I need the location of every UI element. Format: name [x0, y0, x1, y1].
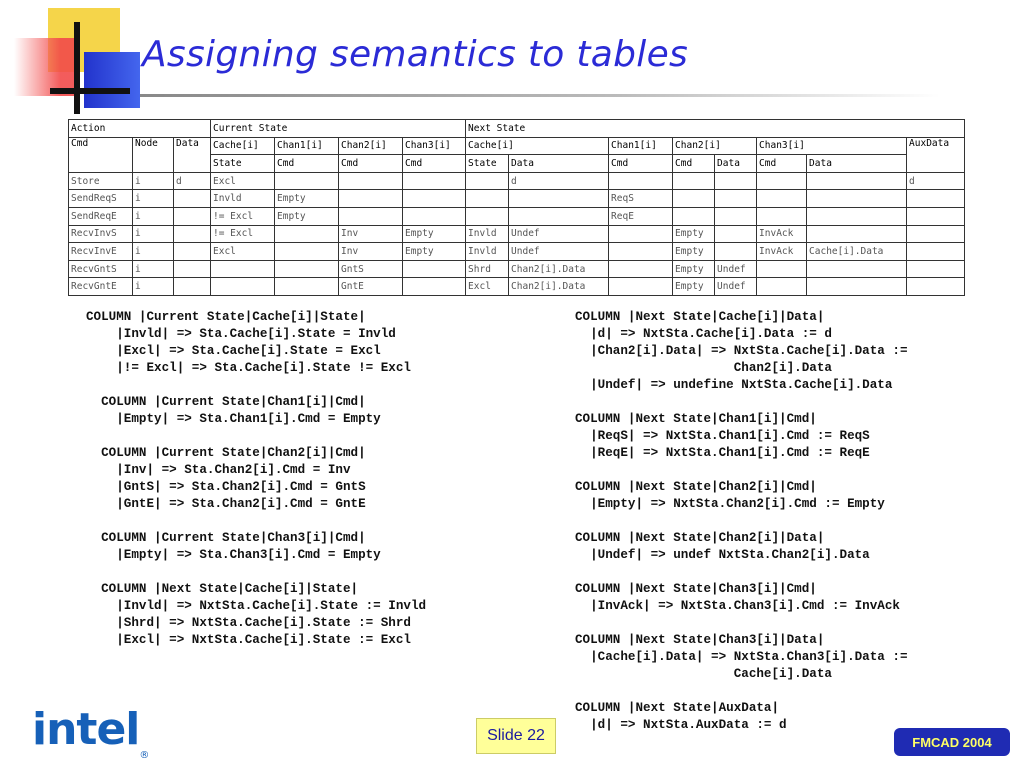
code-line [86, 428, 426, 445]
header-cell: Node [133, 137, 174, 172]
table-cell [339, 172, 403, 190]
table-cell: i [133, 207, 174, 225]
code-line: COLUMN |Next State|Chan1[i]|Cmd| [575, 412, 817, 426]
table-cell: RecvGntS [69, 260, 133, 278]
table-cell [807, 190, 907, 208]
table-cell [609, 243, 673, 261]
table-cell [466, 172, 509, 190]
table-cell [907, 278, 965, 296]
table-cell [757, 278, 807, 296]
table-cell: Invld [211, 190, 275, 208]
slide-number: Slide 22 [476, 718, 556, 754]
code-line: |!= Excl| => Sta.Cache[i].State != Excl [86, 361, 411, 375]
table-cell: GntS [339, 260, 403, 278]
table-cell [715, 225, 757, 243]
header-cell: Cache[i] [211, 137, 275, 155]
table-cell: d [509, 172, 609, 190]
code-line: COLUMN |Next State|AuxData| [575, 701, 780, 715]
table-row [69, 190, 965, 208]
table-header-row [69, 137, 965, 155]
header-cell: Cmd [757, 155, 807, 173]
table-cell [174, 278, 211, 296]
header-cell: Chan3[i] [757, 137, 907, 155]
table-cell [757, 172, 807, 190]
table-cell [174, 207, 211, 225]
table-cell: Excl [211, 172, 275, 190]
code-line [575, 513, 908, 530]
table-cell: d [907, 172, 965, 190]
table-cell [673, 172, 715, 190]
code-line: COLUMN |Current State|Chan3[i]|Cmd| [86, 531, 366, 545]
table-cell: SendReqE [69, 207, 133, 225]
table-header-row [69, 120, 965, 138]
code-line: |Empty| => Sta.Chan3[i].Cmd = Empty [86, 548, 381, 562]
code-line: |Invld| => NxtSta.Cache[i].State := Invld [86, 599, 427, 613]
header-cell: Data [174, 137, 211, 172]
table-cell: Inv [339, 243, 403, 261]
code-line: COLUMN |Next State|Chan3[i]|Cmd| [575, 582, 817, 596]
table-cell [907, 260, 965, 278]
table-cell: i [133, 260, 174, 278]
table-cell [275, 243, 339, 261]
code-line [86, 377, 426, 394]
table-cell [673, 207, 715, 225]
header-cell: Cmd [339, 155, 403, 173]
table-cell [907, 243, 965, 261]
table-cell [275, 278, 339, 296]
table-cell [403, 278, 466, 296]
header-cell: Cmd [673, 155, 715, 173]
code-line: Chan2[i].Data [575, 361, 832, 375]
table-cell [403, 190, 466, 208]
code-line: COLUMN |Next State|Chan3[i]|Data| [575, 633, 825, 647]
table-cell: Shrd [466, 260, 509, 278]
code-line [575, 615, 908, 632]
code-line: |Empty| => Sta.Chan1[i].Cmd = Empty [86, 412, 381, 426]
table-cell [757, 190, 807, 208]
code-line: |Undef| => undef NxtSta.Chan2[i].Data [575, 548, 870, 562]
conference-badge: FMCAD 2004 [894, 728, 1010, 756]
table-cell: i [133, 278, 174, 296]
table-cell: Empty [403, 243, 466, 261]
code-line: |d| => NxtSta.Cache[i].Data := d [575, 327, 832, 341]
code-line: COLUMN |Current State|Chan2[i]|Cmd| [86, 446, 366, 460]
code-line: |Inv| => Sta.Chan2[i].Cmd = Inv [86, 463, 351, 477]
table-cell: RecvInvE [69, 243, 133, 261]
code-line: |Cache[i].Data| => NxtSta.Chan3[i].Data := [575, 650, 908, 664]
table-row [69, 172, 965, 190]
table-cell: != Excl [211, 207, 275, 225]
table-cell: Store [69, 172, 133, 190]
table-cell [609, 225, 673, 243]
table-cell: Chan2[i].Data [509, 278, 609, 296]
header-cell: Data [715, 155, 757, 173]
header-cell: Chan2[i] [673, 137, 757, 155]
header-cell: Cmd [609, 155, 673, 173]
table-cell: Empty [673, 243, 715, 261]
code-line: |ReqE| => NxtSta.Chan1[i].Cmd := ReqE [575, 446, 870, 460]
table-cell [907, 190, 965, 208]
table-cell [807, 225, 907, 243]
code-line: |GntS| => Sta.Chan2[i].Cmd = GntS [86, 480, 366, 494]
table-cell: Undef [715, 260, 757, 278]
table-cell [673, 190, 715, 208]
table-cell: GntE [339, 278, 403, 296]
table-cell [509, 207, 609, 225]
code-line [575, 683, 908, 700]
header-cell: AuxData [907, 137, 965, 172]
code-line: COLUMN |Next State|Cache[i]|Data| [575, 310, 825, 324]
table-row [69, 260, 965, 278]
table-cell: InvAck [757, 225, 807, 243]
table-cell: Excl [211, 243, 275, 261]
table-cell [174, 225, 211, 243]
table-cell [609, 172, 673, 190]
table-cell [715, 190, 757, 208]
table-cell [174, 243, 211, 261]
table-cell: Invld [466, 225, 509, 243]
table-cell: i [133, 172, 174, 190]
code-line: |Chan2[i].Data| => NxtSta.Cache[i].Data := [575, 344, 908, 358]
table-cell [609, 278, 673, 296]
table-cell [466, 207, 509, 225]
table-cell: Chan2[i].Data [509, 260, 609, 278]
code-line: |Excl| => NxtSta.Cache[i].State := Excl [86, 633, 411, 647]
header-cell: State [211, 155, 275, 173]
table-cell: Undef [509, 225, 609, 243]
table-cell: Undef [715, 278, 757, 296]
table-cell [907, 207, 965, 225]
table-cell [174, 190, 211, 208]
table-cell [403, 207, 466, 225]
semantics-table [68, 119, 965, 296]
table-cell: Undef [509, 243, 609, 261]
decor-vertical-bar [74, 22, 80, 114]
table-cell [275, 260, 339, 278]
table-cell: SendReqS [69, 190, 133, 208]
table-cell: Cache[i].Data [807, 243, 907, 261]
table-cell [609, 260, 673, 278]
code-line: COLUMN |Next State|Chan2[i]|Data| [575, 531, 825, 545]
decor-blue-square [84, 52, 140, 108]
slide-title: Assigning semantics to tables [142, 34, 689, 75]
code-line: |GntE| => Sta.Chan2[i].Cmd = GntE [86, 497, 366, 511]
code-line [86, 564, 426, 581]
header-cell: Chan1[i] [609, 137, 673, 155]
code-line: |ReqS| => NxtSta.Chan1[i].Cmd := ReqS [575, 429, 870, 443]
header-cell: Cache[i] [466, 137, 609, 155]
table-cell [807, 207, 907, 225]
title-underline [140, 94, 940, 97]
table-cell: ReqS [609, 190, 673, 208]
code-line: COLUMN |Current State|Cache[i]|State| [86, 310, 366, 324]
code-block-right [575, 309, 908, 734]
header-cell: Cmd [275, 155, 339, 173]
table-cell: Excl [466, 278, 509, 296]
table-cell [339, 207, 403, 225]
table-cell [715, 207, 757, 225]
header-cell: Chan3[i] [403, 137, 466, 155]
table-cell [275, 172, 339, 190]
table-cell: ReqE [609, 207, 673, 225]
code-line: |Undef| => undefine NxtSta.Cache[i].Data [575, 378, 893, 392]
table-cell [715, 243, 757, 261]
code-line [575, 394, 908, 411]
decor-horizontal-bar [50, 88, 130, 94]
header-cell: Cmd [69, 137, 133, 172]
table-cell: Empty [673, 225, 715, 243]
code-line: |Invld| => Sta.Cache[i].State = Invld [86, 327, 396, 341]
table-row [69, 243, 965, 261]
table-cell [807, 260, 907, 278]
code-line: COLUMN |Current State|Chan1[i]|Cmd| [86, 395, 366, 409]
intel-logo [32, 704, 149, 761]
table-cell: Empty [673, 260, 715, 278]
table-cell [907, 225, 965, 243]
table-cell [807, 278, 907, 296]
table-row [69, 207, 965, 225]
code-line: COLUMN |Next State|Chan2[i]|Cmd| [575, 480, 817, 494]
header-cell: State [466, 155, 509, 173]
table-cell: Inv [339, 225, 403, 243]
table-cell [211, 260, 275, 278]
table-cell [757, 260, 807, 278]
header-cell: Current State [211, 120, 466, 138]
table-cell: InvAck [757, 243, 807, 261]
table-cell: i [133, 190, 174, 208]
code-line: |Excl| => Sta.Cache[i].State = Excl [86, 344, 381, 358]
code-line [575, 564, 908, 581]
table-cell [211, 278, 275, 296]
code-line: |InvAck| => NxtSta.Chan3[i].Cmd := InvAck [575, 599, 900, 613]
table-body [69, 172, 965, 295]
table-cell [275, 225, 339, 243]
table-row [69, 278, 965, 296]
table-cell: d [174, 172, 211, 190]
code-line [86, 513, 426, 530]
table-cell [807, 172, 907, 190]
table-cell: i [133, 243, 174, 261]
table-cell: i [133, 225, 174, 243]
intel-logo-text: intel [32, 704, 140, 755]
table-cell: Invld [466, 243, 509, 261]
table-cell [339, 190, 403, 208]
code-line: |Empty| => NxtSta.Chan2[i].Cmd := Empty [575, 497, 885, 511]
table-cell [403, 172, 466, 190]
table-cell: Empty [275, 207, 339, 225]
table-cell [403, 260, 466, 278]
table-row [69, 225, 965, 243]
header-cell: Action [69, 120, 211, 138]
code-line: Cache[i].Data [575, 667, 832, 681]
header-cell: Chan2[i] [339, 137, 403, 155]
table-cell: Empty [673, 278, 715, 296]
header-cell: Chan1[i] [275, 137, 339, 155]
code-line: |Shrd| => NxtSta.Cache[i].State := Shrd [86, 616, 411, 630]
code-line [575, 462, 908, 479]
header-cell: Cmd [403, 155, 466, 173]
table-cell: RecvGntE [69, 278, 133, 296]
table-cell: Empty [275, 190, 339, 208]
table-cell [509, 190, 609, 208]
table-cell [466, 190, 509, 208]
table-cell: != Excl [211, 225, 275, 243]
code-line: |d| => NxtSta.AuxData := d [575, 718, 787, 732]
table-cell: Empty [403, 225, 466, 243]
table-cell: RecvInvS [69, 225, 133, 243]
registered-mark: ® [139, 750, 149, 761]
table-cell [757, 207, 807, 225]
header-cell: Next State [466, 120, 965, 138]
header-cell: Data [509, 155, 609, 173]
code-line: COLUMN |Next State|Cache[i]|State| [86, 582, 359, 596]
table-cell [715, 172, 757, 190]
code-block-left [86, 309, 426, 649]
header-cell: Data [807, 155, 907, 173]
table-cell [174, 260, 211, 278]
